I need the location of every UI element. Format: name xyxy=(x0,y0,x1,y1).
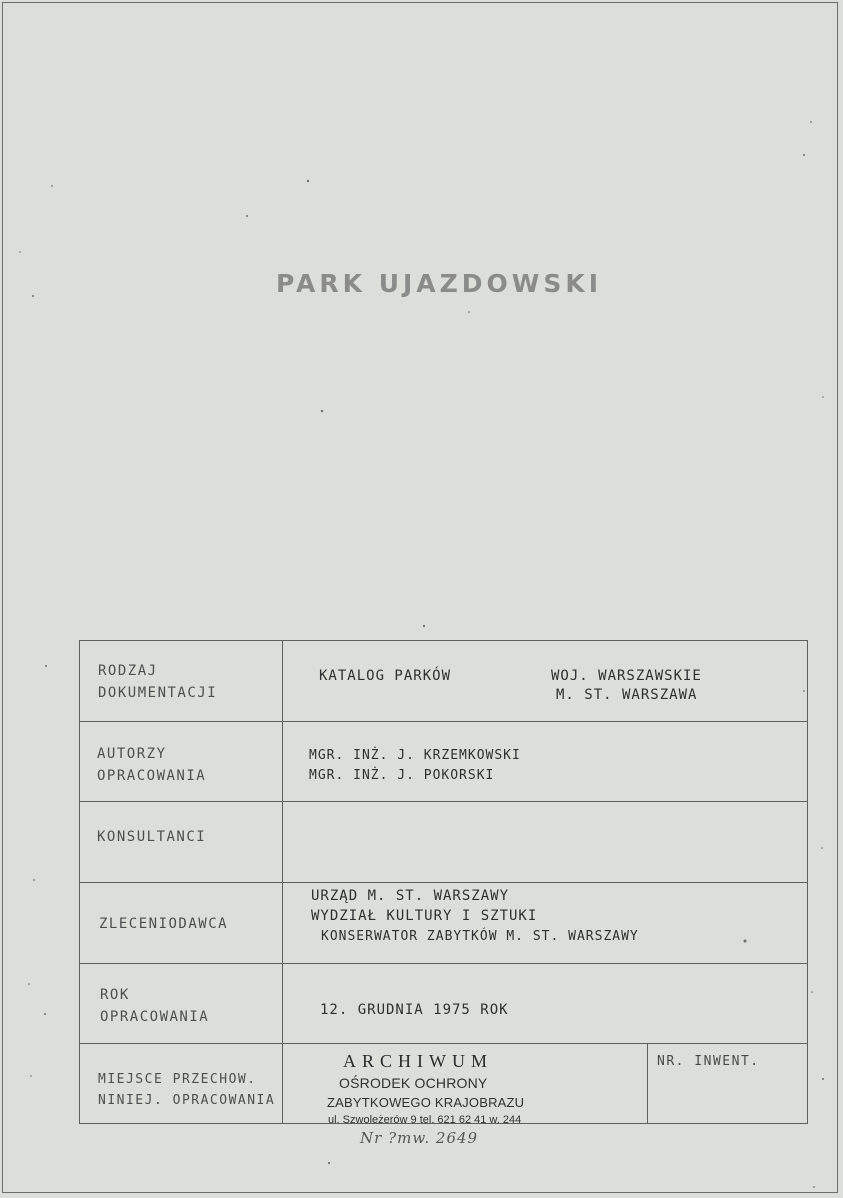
label-consultants: KONSULTANCI xyxy=(80,802,283,882)
row-consultants xyxy=(80,802,807,883)
label-year: ROK OPRACOWANIA xyxy=(80,964,283,1043)
row-commissioner xyxy=(80,883,807,964)
value-consultants xyxy=(283,802,807,882)
label-commissioner: ZLECENIODAWCA xyxy=(80,883,283,963)
value-year: 12. GRUDNIA 1975 ROK xyxy=(320,1002,509,1018)
inventory-number-label: NR. INWENT. xyxy=(657,1054,760,1069)
label-document-type: RODZAJ DOKUMENTACJI xyxy=(80,641,283,721)
row-document-type xyxy=(80,641,807,722)
value-authors: MGR. INŻ. J. KRZEMKOWSKI MGR. INŻ. J. POKORSKI xyxy=(309,748,521,783)
metadata-table xyxy=(79,640,808,1124)
archive-stamp: ARCHIWUM OŚRODEK OCHRONY ZABYTKOWEGO KRAJOBRAZU ul. Szwoleżerów 9 tel. 621 62 41 w. 244 xyxy=(283,1044,648,1123)
row-year xyxy=(80,964,807,1044)
value-commissioner: URZĄD M. ST. WARSZAWY WYDZIAŁ KULTURY I SZTUKI KONSERWATOR ZABYTKÓW M. ST. WARSZAWY xyxy=(311,888,639,944)
document-title: PARK UJAZDOWSKI xyxy=(276,269,603,298)
row-authors xyxy=(80,722,807,802)
value-storage xyxy=(283,1044,807,1126)
value-document-type: KATALOG PARKÓW WOJ. WARSZAWSKIE M. ST. WARSZAWA xyxy=(319,668,702,703)
row-storage xyxy=(80,1044,807,1126)
label-storage: MIEJSCE PRZECHOW. NINIEJ. OPRACOWANIA xyxy=(80,1044,283,1123)
label-authors: AUTORZY OPRACOWANIA xyxy=(80,722,283,801)
handwritten-inventory-number: Nr ?mw. 2649 xyxy=(360,1129,479,1147)
